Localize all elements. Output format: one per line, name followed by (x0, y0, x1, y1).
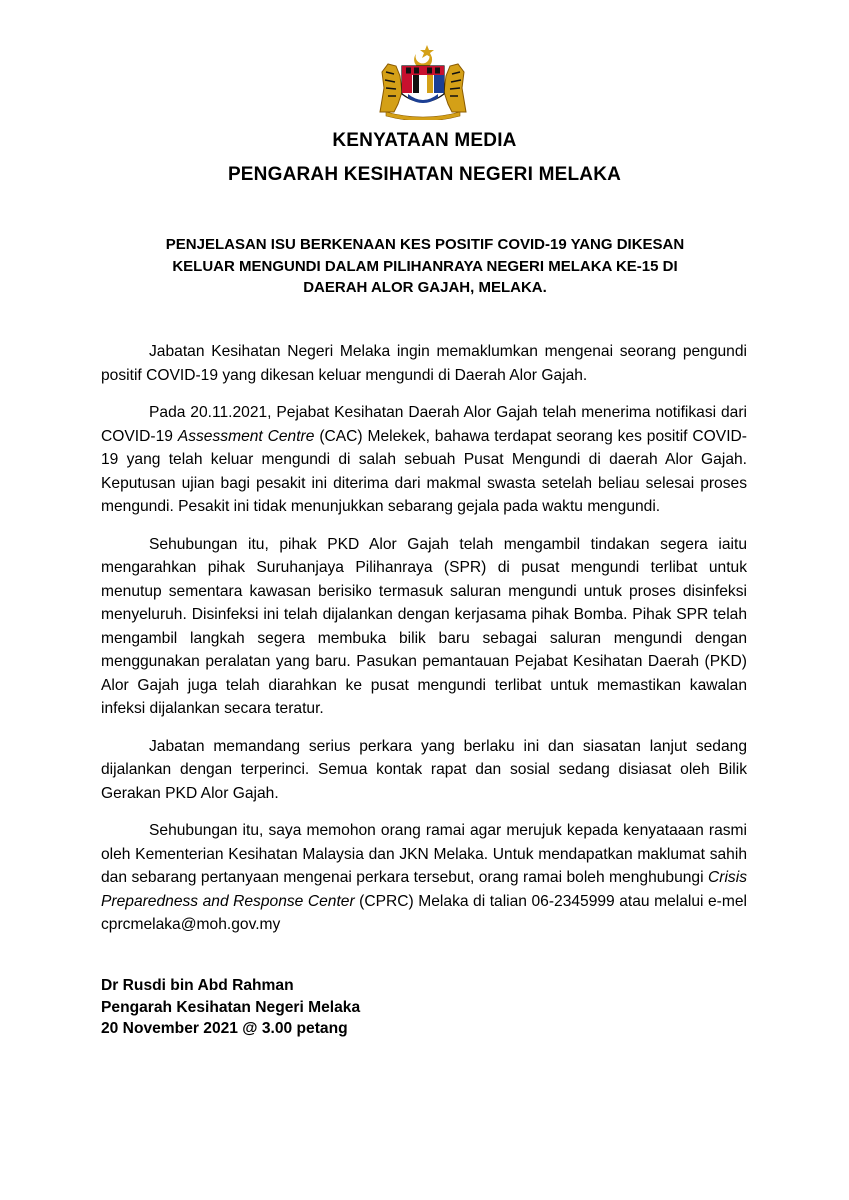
statement-body (101, 340, 747, 951)
signatory-position: Pengarah Kesihatan Negeri Melaka (101, 998, 361, 1016)
paragraph-3: Sehubungan itu, pihak PKD Alor Gajah telah mengambil tindakan segera iaitu mengarahkan pihak Suruhanjaya Pilihanraya (SPR) di pusat mengundi terlibat untuk menutup sementara kawasan berisiko termasuk saluran mengundi untuk proses disinfeksi menyeluruh. Disinfeksi ini telah dijalankan dengan kerjasama pihak Bomba. Pihak SPR telah mengambil langkah segera membuka bilik baru sebagai saluran mengundi dengan menggunakan peralatan yang baru. Pasukan pemantauan Pejabat Kesihatan Daerah (PKD) Alor Gajah juga telah diarahkan ke pusat mengundi terlibat untuk memastikan kawalan infeksi dijalankan secara teratur. (101, 535, 747, 717)
statement-title: KENYATAAN MEDIA (332, 130, 517, 151)
subject-line: KELUAR MENGUNDI DALAM PILIHANRAYA NEGERI MELAKA KE-15 DI (172, 257, 678, 275)
signatory-name: Dr Rusdi bin Abd Rahman (101, 977, 294, 994)
paragraph-2 (101, 401, 747, 519)
signature-block (101, 975, 501, 1040)
paragraph-text: Pada 20.11.2021, Pejabat Kesihatan Daerah Alor Gajah telah menerima notifikasi dari COVID-19 (101, 404, 747, 445)
paragraph-text: (CPRC) Melaka di talian 06-2345999 atau melalui e-mel cprcmelaka@moh.gov.my (101, 892, 748, 933)
statement-subject (100, 234, 750, 299)
malaysia-coat-of-arms-icon (372, 42, 474, 120)
subject-line: DAERAH ALOR GAJAH, MELAKA. (303, 279, 547, 296)
italic-term: Assessment Centre (177, 427, 315, 445)
paragraph-5 (101, 819, 747, 937)
paragraph-text: Sehubungan itu, saya memohon orang ramai agar merujuk kepada kenyataaan rasmi oleh Kementerian Kesihatan Malaysia dan JKN Melaka. Untuk mendapatkan maklumat sahih dan sebarang pertanyaan mengenai perkara tersebut, orang ramai boleh menghubungi (101, 822, 747, 886)
paragraph-1: Jabatan Kesihatan Negeri Melaka ingin memaklumkan mengenai seorang pengundi positif COVID-19 yang dikesan keluar mengundi di Daerah Alor Gajah. (101, 343, 747, 384)
statement-issuer: PENGARAH KESIHATAN NEGERI MELAKA (227, 164, 622, 185)
italic-term: Crisis Preparedness and Response Center (101, 869, 747, 910)
paragraph-text: (CAC) Melekek, bahawa terdapat seorang kes positif COVID-19 yang telah keluar mengundi di salah sebuah Pusat Mengundi di daerah Alor Gajah. Keputusan ujian bagi pesakit ini diterima dari makmal swasta setelah beliau selesai proses mengundi. Pesakit ini tidak menunjukkan sebarang gejala pada waktu mengundi. (101, 427, 747, 515)
subject-line: PENJELASAN ISU BERKENAAN KES POSITIF COVID-19 YANG DIKESAN (165, 236, 685, 253)
paragraph-4: Jabatan memandang serius perkara yang berlaku ini dan siasatan lanjut sedang dijalankan dengan terperinci. Semua kontak rapat dan sosial sedang disiasat oleh Bilik Gerakan PKD Alor Gajah. (101, 737, 747, 802)
statement-datetime: 20 November 2021 @ 3.00 petang (101, 1020, 348, 1037)
